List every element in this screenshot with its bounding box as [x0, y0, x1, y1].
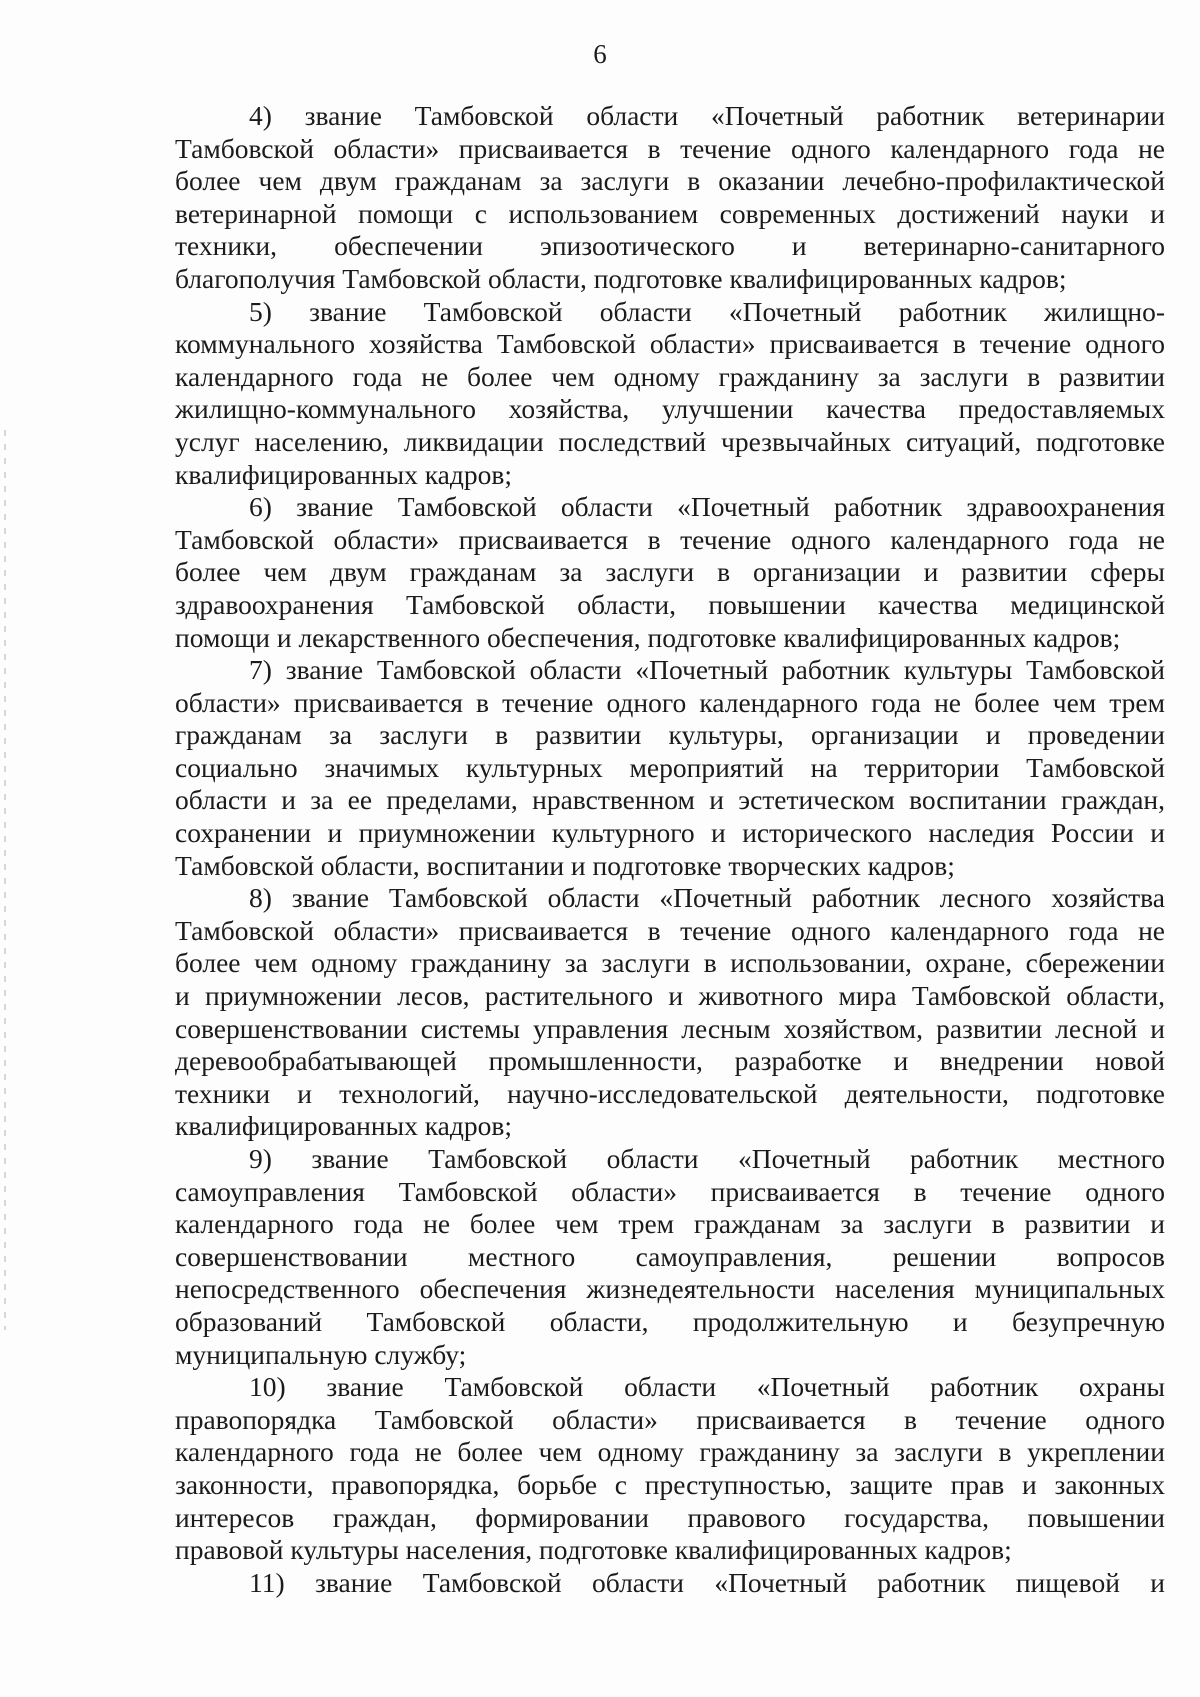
paragraph-line: более чем двум гражданам за заслуги в оказании лечебно-профилактической	[175, 165, 1165, 197]
paragraph-line: Тамбовской области» присваивается в течение одного календарного года не	[175, 523, 1165, 555]
paragraph-item-10	[175, 1371, 1165, 1567]
paragraph-item-8	[175, 882, 1165, 1143]
paragraph-line: 8) звание Тамбовской области «Почетный работник лесного хозяйства	[249, 882, 1165, 914]
paragraph-line: гражданам за заслуги в развитии культуры, организации и проведении	[175, 719, 1165, 751]
page-number: 6	[593, 39, 607, 69]
paragraph-line: правопорядка Тамбовской области» присваивается в течение одного	[175, 1403, 1165, 1435]
paragraph-line: области» присваивается в течение одного календарного года не более чем трем	[175, 686, 1165, 718]
paragraph-line: жилищно-коммунального хозяйства, улучшении качества предоставляемых	[175, 393, 1165, 425]
paragraph-line: образований Тамбовской области, продолжительную и безупречную	[175, 1305, 1165, 1337]
paragraph-line: техники, обеспечении эпизоотического и ветеринарно-санитарного	[175, 230, 1165, 262]
paragraph-item-11	[175, 1567, 1165, 1600]
paragraph-line: ветеринарной помощи с использованием современных достижений науки и	[175, 197, 1165, 229]
paragraph-line: 5) звание Тамбовской области «Почетный работник жилищно-	[249, 295, 1165, 327]
paragraph-line: Тамбовской области, воспитании и подготовке творческих кадров;	[175, 849, 955, 881]
paragraph-item-7	[175, 654, 1165, 882]
paragraph-item-9	[175, 1143, 1165, 1371]
paragraph-line: коммунального хозяйства Тамбовской области» присваивается в течение одного	[175, 328, 1165, 360]
paragraph-line: календарного года не более чем трем гражданам за заслуги в развитии и	[175, 1208, 1165, 1240]
paragraph-line: здравоохранения Тамбовской области, повышении качества медицинской	[175, 588, 1165, 620]
paragraph-line: более чем двум гражданам за заслуги в организации и развитии сферы	[175, 556, 1165, 588]
paragraph-line: 9) звание Тамбовской области «Почетный работник местного	[249, 1143, 1165, 1174]
document-body	[175, 100, 1165, 1599]
scan-binding-edge	[4, 430, 6, 1330]
paragraph-line: 7) звание Тамбовской области «Почетный работник культуры Тамбовской	[249, 654, 1165, 686]
paragraph-line: сохранении и приумножении культурного и исторического наследия России и	[175, 817, 1165, 849]
paragraph-line: и приумножении лесов, растительного и животного мира Тамбовской области,	[175, 980, 1165, 1012]
paragraph-line: 4) звание Тамбовской области «Почетный работник ветеринарии	[249, 100, 1165, 131]
paragraph-line: 10) звание Тамбовской области «Почетный работник охраны	[249, 1371, 1165, 1403]
paragraph-item-5	[175, 296, 1165, 492]
paragraph-line: услуг населению, ликвидации последствий чрезвычайных ситуаций, подготовке	[175, 425, 1165, 457]
paragraph-line: помощи и лекарственного обеспечения, подготовке квалифицированных кадров;	[175, 621, 1121, 653]
paragraph-line: квалифицированных кадров;	[175, 458, 512, 490]
paragraph-line: благополучия Тамбовской области, подготовке квалифицированных кадров;	[175, 262, 1067, 294]
paragraph-line: самоуправления Тамбовской области» присваивается в течение одного	[175, 1175, 1165, 1207]
paragraph-line: 6) звание Тамбовской области «Почетный работник здравоохранения	[249, 491, 1165, 523]
paragraph-line: законности, правопорядка, борьбе с преступностью, защите прав и законных	[175, 1468, 1165, 1500]
paragraph-line: календарного года не более чем одному гражданину за заслуги в укреплении	[175, 1436, 1165, 1468]
paragraph-line: квалифицированных кадров;	[175, 1110, 512, 1142]
paragraph-line: деревообрабатывающей промышленности, разработке и внедрении новой	[175, 1045, 1165, 1077]
paragraph-item-4	[175, 100, 1165, 296]
paragraph-line: совершенствовании местного самоуправления, решении вопросов	[175, 1240, 1165, 1272]
paragraph-line: непосредственного обеспечения жизнедеятельности населения муниципальных	[175, 1273, 1165, 1305]
paragraph-line: правовой культуры населения, подготовке квалифицированных кадров;	[175, 1534, 1012, 1566]
paragraph-line: области и за ее пределами, нравственном и эстетическом воспитании граждан,	[175, 784, 1165, 816]
paragraph-line: календарного года не более чем одному гражданину за заслуги в развитии	[175, 360, 1165, 392]
paragraph-line: муниципальную службу;	[175, 1338, 467, 1370]
paragraph-line: более чем одному гражданину за заслуги в использовании, охране, сбережении	[175, 947, 1165, 979]
paragraph-line: совершенствовании системы управления лесным хозяйством, развитии лесной и	[175, 1012, 1165, 1044]
paragraph-line: техники и технологий, научно-исследовательской деятельности, подготовке	[175, 1077, 1165, 1109]
paragraph-line: 11) звание Тамбовской области «Почетный работник пищевой и	[249, 1566, 1165, 1598]
paragraph-line: Тамбовской области» присваивается в течение одного календарного года не	[175, 914, 1165, 946]
paragraph-item-6	[175, 491, 1165, 654]
paragraph-line: Тамбовской области» присваивается в течение одного календарного года не	[175, 132, 1165, 164]
paragraph-line: интересов граждан, формировании правового государства, повышении	[175, 1501, 1165, 1533]
paragraph-line: социально значимых культурных мероприятий на территории Тамбовской	[175, 751, 1165, 783]
